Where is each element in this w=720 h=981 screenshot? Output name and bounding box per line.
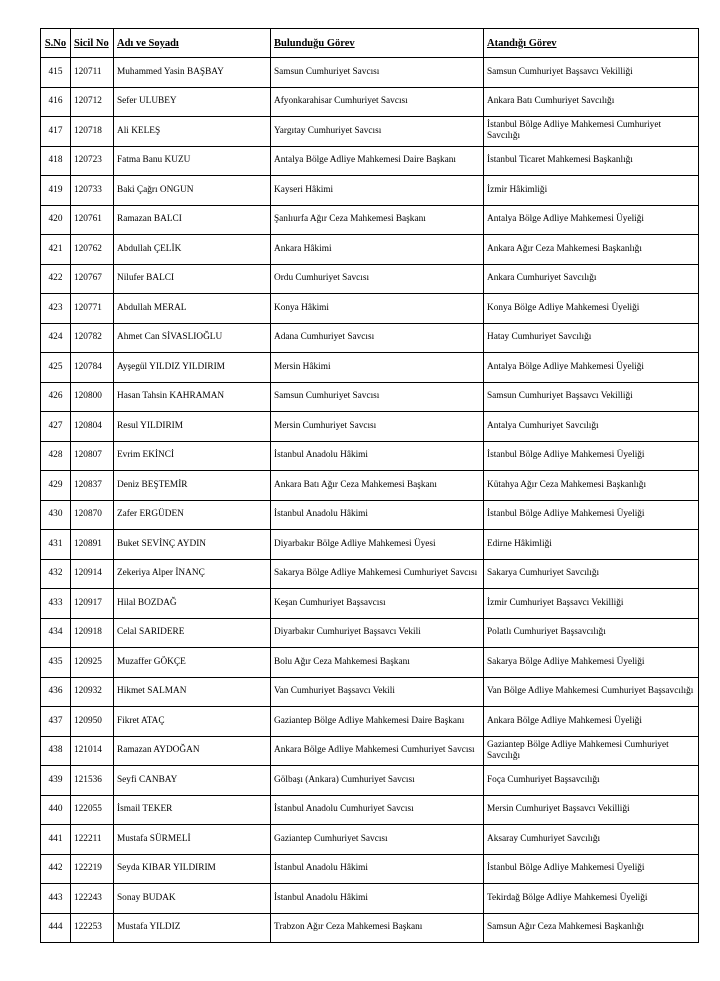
table-row [41, 795, 699, 825]
table-row [41, 884, 699, 914]
cell-sicil: 122253 [71, 913, 114, 943]
cell-sicil: 120723 [71, 146, 114, 176]
table-row [41, 766, 699, 796]
cell-name: Nilufer BALCI [114, 264, 271, 294]
cell-current-post: Bolu Ağır Ceza Mahkemesi Başkanı [271, 648, 484, 678]
cell-sicil: 120917 [71, 589, 114, 619]
cell-sicil: 120918 [71, 618, 114, 648]
cell-sno: 436 [41, 677, 71, 707]
cell-name: Evrim EKİNCİ [114, 441, 271, 471]
cell-sicil: 120837 [71, 471, 114, 501]
cell-assigned-post: İstanbul Ticaret Mahkemesi Başkanlığı [484, 146, 699, 176]
table-row [41, 323, 699, 353]
cell-assigned-post: Sakarya Cumhuriyet Savcılığı [484, 559, 699, 589]
cell-sno: 438 [41, 736, 71, 766]
cell-sno: 424 [41, 323, 71, 353]
cell-sno: 434 [41, 618, 71, 648]
cell-assigned-post: Konya Bölge Adliye Mahkemesi Üyeliği [484, 294, 699, 324]
table-row [41, 589, 699, 619]
cell-sno: 443 [41, 884, 71, 914]
cell-sno: 431 [41, 530, 71, 560]
cell-current-post: Van Cumhuriyet Başsavcı Vekili [271, 677, 484, 707]
table-row [41, 146, 699, 176]
cell-sicil: 120711 [71, 58, 114, 88]
cell-name: İsmail TEKER [114, 795, 271, 825]
table-row [41, 618, 699, 648]
table-row [41, 382, 699, 412]
cell-assigned-post: Ankara Cumhuriyet Savcılığı [484, 264, 699, 294]
cell-assigned-post: Polatlı Cumhuriyet Başsavcılığı [484, 618, 699, 648]
table-row [41, 353, 699, 383]
table-row [41, 854, 699, 884]
cell-sicil: 120800 [71, 382, 114, 412]
cell-current-post: İstanbul Anadolu Cumhuriyet Savcısı [271, 795, 484, 825]
cell-assigned-post: İstanbul Bölge Adliye Mahkemesi Üyeliği [484, 441, 699, 471]
cell-assigned-post: Samsun Ağır Ceza Mahkemesi Başkanlığı [484, 913, 699, 943]
cell-current-post: Kayseri Hâkimi [271, 176, 484, 206]
cell-sno: 439 [41, 766, 71, 796]
table-row [41, 500, 699, 530]
cell-assigned-post: İzmir Cumhuriyet Başsavcı Vekilliği [484, 589, 699, 619]
cell-sicil: 120712 [71, 87, 114, 117]
cell-sicil: 120925 [71, 648, 114, 678]
cell-assigned-post: İstanbul Bölge Adliye Mahkemesi Üyeliği [484, 500, 699, 530]
cell-sno: 427 [41, 412, 71, 442]
cell-sicil: 122211 [71, 825, 114, 855]
cell-sicil: 120784 [71, 353, 114, 383]
cell-current-post: Mersin Hâkimi [271, 353, 484, 383]
table-row [41, 530, 699, 560]
cell-current-post: İstanbul Anadolu Hâkimi [271, 884, 484, 914]
cell-name: Resul YILDIRIM [114, 412, 271, 442]
header-sno: S.No [41, 29, 71, 58]
cell-sicil: 120932 [71, 677, 114, 707]
cell-assigned-post: Samsun Cumhuriyet Başsavcı Vekilliği [484, 58, 699, 88]
cell-name: Fatma Banu KUZU [114, 146, 271, 176]
cell-sno: 422 [41, 264, 71, 294]
table-row [41, 677, 699, 707]
cell-assigned-post: Foça Cumhuriyet Başsavcılığı [484, 766, 699, 796]
table-row [41, 117, 699, 147]
cell-current-post: Trabzon Ağır Ceza Mahkemesi Başkanı [271, 913, 484, 943]
cell-sicil: 122243 [71, 884, 114, 914]
cell-sicil: 120807 [71, 441, 114, 471]
cell-current-post: Ordu Cumhuriyet Savcısı [271, 264, 484, 294]
table-row [41, 471, 699, 501]
cell-current-post: İstanbul Anadolu Hâkimi [271, 441, 484, 471]
cell-assigned-post: Mersin Cumhuriyet Başsavcı Vekilliği [484, 795, 699, 825]
cell-sno: 418 [41, 146, 71, 176]
cell-name: Seyfi CANBAY [114, 766, 271, 796]
cell-name: Muzaffer GÖKÇE [114, 648, 271, 678]
cell-sicil: 121536 [71, 766, 114, 796]
cell-sno: 441 [41, 825, 71, 855]
table-row [41, 205, 699, 235]
cell-current-post: Samsun Cumhuriyet Savcısı [271, 382, 484, 412]
table-row [41, 559, 699, 589]
table-row [41, 736, 699, 766]
cell-current-post: Ankara Batı Ağır Ceza Mahkemesi Başkanı [271, 471, 484, 501]
header-sicil: Sicil No [71, 29, 114, 58]
cell-sno: 442 [41, 854, 71, 884]
cell-current-post: Sakarya Bölge Adliye Mahkemesi Cumhuriyet Savcısı [271, 559, 484, 589]
cell-sno: 420 [41, 205, 71, 235]
cell-name: Ayşegül YILDIZ YILDIRIM [114, 353, 271, 383]
cell-sno: 425 [41, 353, 71, 383]
header-row [41, 29, 699, 58]
table-row [41, 235, 699, 265]
cell-sno: 430 [41, 500, 71, 530]
cell-sno: 423 [41, 294, 71, 324]
cell-current-post: Konya Hâkimi [271, 294, 484, 324]
cell-assigned-post: İstanbul Bölge Adliye Mahkemesi Cumhuriyet Savcılığı [484, 117, 699, 147]
cell-name: Ramazan BALCI [114, 205, 271, 235]
cell-sicil: 120914 [71, 559, 114, 589]
cell-assigned-post: Gaziantep Bölge Adliye Mahkemesi Cumhuriyet Savcılığı [484, 736, 699, 766]
table-row [41, 707, 699, 737]
cell-name: Abdullah MERAL [114, 294, 271, 324]
table-row [41, 176, 699, 206]
table-row [41, 913, 699, 943]
table-body [41, 58, 699, 943]
cell-sicil: 120767 [71, 264, 114, 294]
cell-current-post: Samsun Cumhuriyet Savcısı [271, 58, 484, 88]
cell-assigned-post: Aksaray Cumhuriyet Savcılığı [484, 825, 699, 855]
cell-name: Buket SEVİNÇ AYDIN [114, 530, 271, 560]
cell-assigned-post: Ankara Ağır Ceza Mahkemesi Başkanlığı [484, 235, 699, 265]
table-row [41, 648, 699, 678]
cell-sno: 421 [41, 235, 71, 265]
cell-sicil: 121014 [71, 736, 114, 766]
cell-assigned-post: İzmir Hâkimliği [484, 176, 699, 206]
cell-sicil: 122055 [71, 795, 114, 825]
cell-sicil: 122219 [71, 854, 114, 884]
cell-current-post: Keşan Cumhuriyet Başsavcısı [271, 589, 484, 619]
cell-name: Hasan Tahsin KAHRAMAN [114, 382, 271, 412]
cell-sicil: 120733 [71, 176, 114, 206]
cell-name: Zafer ERGÜDEN [114, 500, 271, 530]
cell-sno: 440 [41, 795, 71, 825]
cell-sicil: 120762 [71, 235, 114, 265]
cell-assigned-post: Van Bölge Adliye Mahkemesi Cumhuriyet Başsavcılığı [484, 677, 699, 707]
cell-sicil: 120782 [71, 323, 114, 353]
table-row [41, 412, 699, 442]
cell-current-post: Ankara Hâkimi [271, 235, 484, 265]
cell-current-post: Ankara Bölge Adliye Mahkemesi Cumhuriyet Savcısı [271, 736, 484, 766]
cell-name: Ali KELEŞ [114, 117, 271, 147]
cell-current-post: Yargıtay Cumhuriyet Savcısı [271, 117, 484, 147]
cell-sicil: 120771 [71, 294, 114, 324]
cell-assigned-post: Ankara Batı Cumhuriyet Savcılığı [484, 87, 699, 117]
cell-name: Seyda KIBAR YILDIRIM [114, 854, 271, 884]
cell-current-post: İstanbul Anadolu Hâkimi [271, 500, 484, 530]
cell-name: Celal SARIDERE [114, 618, 271, 648]
cell-current-post: Gaziantep Bölge Adliye Mahkemesi Daire Başkanı [271, 707, 484, 737]
cell-name: Hikmet SALMAN [114, 677, 271, 707]
cell-name: Abdullah ÇELİK [114, 235, 271, 265]
cell-name: Zekeriya Alper İNANÇ [114, 559, 271, 589]
cell-name: Mustafa YILDIZ [114, 913, 271, 943]
cell-assigned-post: Antalya Bölge Adliye Mahkemesi Üyeliği [484, 353, 699, 383]
cell-assigned-post: Kütahya Ağır Ceza Mahkemesi Başkanlığı [484, 471, 699, 501]
cell-assigned-post: İstanbul Bölge Adliye Mahkemesi Üyeliği [484, 854, 699, 884]
cell-name: Muhammed Yasin BAŞBAY [114, 58, 271, 88]
cell-name: Mustafa SÜRMELİ [114, 825, 271, 855]
cell-sno: 417 [41, 117, 71, 147]
cell-sno: 416 [41, 87, 71, 117]
header-name: Adı ve Soyadı [114, 29, 271, 58]
cell-current-post: İstanbul Anadolu Hâkimi [271, 854, 484, 884]
table-row [41, 441, 699, 471]
cell-assigned-post: Antalya Bölge Adliye Mahkemesi Üyeliği [484, 205, 699, 235]
cell-assigned-post: Tekirdağ Bölge Adliye Mahkemesi Üyeliği [484, 884, 699, 914]
cell-sicil: 120804 [71, 412, 114, 442]
header-assigned-post: Atandığı Görev [484, 29, 699, 58]
cell-sicil: 120891 [71, 530, 114, 560]
cell-sicil: 120718 [71, 117, 114, 147]
cell-name: Fikret ATAÇ [114, 707, 271, 737]
cell-current-post: Mersin Cumhuriyet Savcısı [271, 412, 484, 442]
cell-name: Ramazan AYDOĞAN [114, 736, 271, 766]
cell-sicil: 120870 [71, 500, 114, 530]
cell-current-post: Diyarbakır Cumhuriyet Başsavcı Vekili [271, 618, 484, 648]
cell-assigned-post: Ankara Bölge Adliye Mahkemesi Üyeliği [484, 707, 699, 737]
cell-sno: 419 [41, 176, 71, 206]
cell-current-post: Gölbaşı (Ankara) Cumhuriyet Savcısı [271, 766, 484, 796]
header-current-post: Bulunduğu Görev [271, 29, 484, 58]
cell-assigned-post: Antalya Cumhuriyet Savcılığı [484, 412, 699, 442]
table-row [41, 294, 699, 324]
cell-assigned-post: Edirne Hâkimliği [484, 530, 699, 560]
cell-current-post: Gaziantep Cumhuriyet Savcısı [271, 825, 484, 855]
cell-name: Baki Çağrı ONGUN [114, 176, 271, 206]
cell-name: Ahmet Can SİVASLIOĞLU [114, 323, 271, 353]
cell-current-post: Antalya Bölge Adliye Mahkemesi Daire Başkanı [271, 146, 484, 176]
cell-name: Sonay BUDAK [114, 884, 271, 914]
table-row [41, 264, 699, 294]
cell-sno: 426 [41, 382, 71, 412]
table-row [41, 825, 699, 855]
cell-name: Sefer ULUBEY [114, 87, 271, 117]
cell-sno: 444 [41, 913, 71, 943]
cell-name: Deniz BEŞTEMİR [114, 471, 271, 501]
cell-current-post: Diyarbakır Bölge Adliye Mahkemesi Üyesi [271, 530, 484, 560]
cell-sicil: 120950 [71, 707, 114, 737]
cell-sno: 433 [41, 589, 71, 619]
cell-assigned-post: Hatay Cumhuriyet Savcılığı [484, 323, 699, 353]
cell-current-post: Şanlıurfa Ağır Ceza Mahkemesi Başkanı [271, 205, 484, 235]
cell-assigned-post: Sakarya Bölge Adliye Mahkemesi Üyeliği [484, 648, 699, 678]
cell-current-post: Adana Cumhuriyet Savcısı [271, 323, 484, 353]
appointment-table [40, 28, 699, 943]
cell-sno: 435 [41, 648, 71, 678]
cell-current-post: Afyonkarahisar Cumhuriyet Savcısı [271, 87, 484, 117]
cell-sicil: 120761 [71, 205, 114, 235]
cell-sno: 428 [41, 441, 71, 471]
cell-sno: 429 [41, 471, 71, 501]
cell-sno: 437 [41, 707, 71, 737]
table-row [41, 87, 699, 117]
table-row [41, 58, 699, 88]
cell-sno: 415 [41, 58, 71, 88]
cell-sno: 432 [41, 559, 71, 589]
cell-name: Hilal BOZDAĞ [114, 589, 271, 619]
cell-assigned-post: Samsun Cumhuriyet Başsavcı Vekilliği [484, 382, 699, 412]
